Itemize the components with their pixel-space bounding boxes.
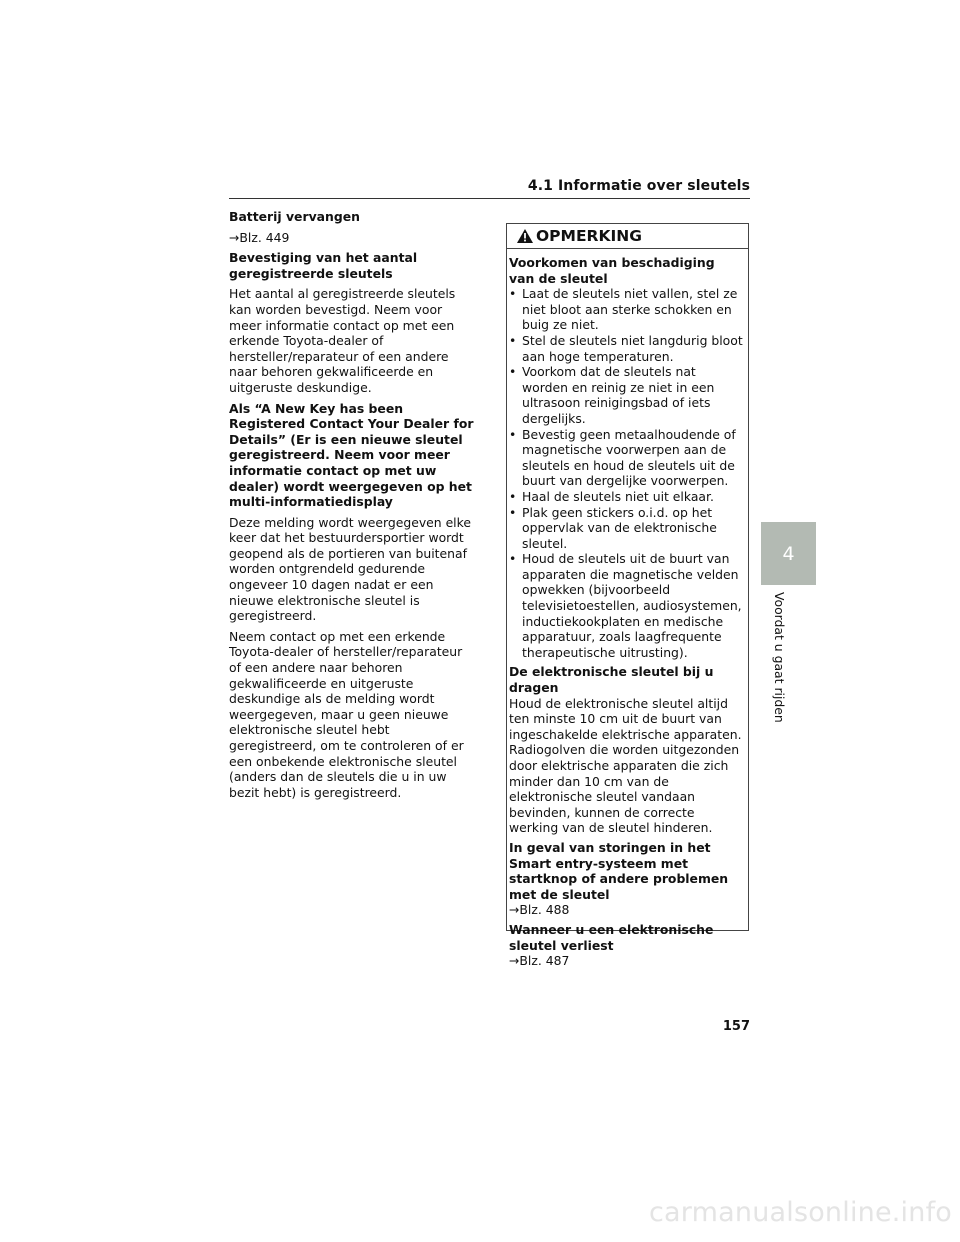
notice-box — [506, 223, 749, 969]
chapter-title: Voordat u gaat rijden — [772, 592, 787, 723]
paragraph-message-info: Deze melding wordt weergegeven elke keer dat het bestuurdersportier wordt geopend als de portieren van buitenaf worden ontgrendeld gedurende ongeveer 10 dagen nadat er een nieuwe elektronische sleutel is geregistreerd. — [229, 514, 471, 624]
heading-new-key-message: Als “A New Key has been Registered Contact Your Dealer for Details” (Er is een nieuwe sleutel geregistreerd. Neem voor meer informatie contact op met uw dealer) wordt weergegeven op het multi-informatiedisplay — [229, 400, 474, 510]
ref-smart-entry: →Blz. 488 — [509, 902, 570, 918]
damage-list — [509, 286, 744, 660]
list-item: • Plak geen stickers o.i.d. op het oppervlak van de elektronische sleutel. — [509, 505, 744, 552]
heading-key-count: Bevestiging van het aantal geregistreerde sleutels — [229, 250, 418, 281]
left-column — [229, 209, 475, 805]
list-item: • Bevestig geen metaalhoudende of magnetische voorwerpen aan de sleutels en houd de sleutels uit de buurt van dergelijke voorwerpen. — [509, 427, 744, 489]
list-item: • Stel de sleutels niet langdurig bloot aan hoge temperaturen. — [509, 333, 744, 364]
heading-carry-key: De elektronische sleutel bij u dragen — [509, 664, 714, 696]
ref-lost-key: →Blz. 487 — [509, 953, 570, 969]
list-item: • Laat de sleutels niet vallen, stel ze niet bloot aan sterke schokken en buig ze niet. — [509, 286, 744, 333]
notice-body — [507, 249, 748, 969]
warning-triangle-icon — [516, 228, 534, 244]
page-number: 157 — [722, 1019, 750, 1034]
heading-battery: Batterij vervangen — [229, 209, 360, 224]
heading-lost-key: Wanneer u een elektronische sleutel verliest — [509, 921, 714, 953]
chapter-tab: 4 — [761, 522, 816, 585]
paragraph-carry-key: Houd de elektronische sleutel altijd ten minste 10 cm uit de buurt van ingeschakelde elektrische apparaten. Radiogolven die worden uitgezonden door elektrische apparaten die zich minder dan 10 cm van de elektronische sleutel vandaan bevinden, kunnen de correcte werking van de sleutel hinderen. — [509, 695, 742, 836]
list-item: • Voorkom dat de sleutels nat worden en reinig ze niet in een ultrasoon reinigingsbad of iets dergelijks. — [509, 364, 744, 426]
ref-battery: →Blz. 449 — [229, 229, 290, 245]
watermark: carmanualsonline.info — [649, 1197, 952, 1228]
heading-smart-entry-malfunction: In geval van storingen in het Smart entry-systeem met startknop of andere problemen met de sleutel — [509, 839, 729, 902]
list-item: • Haal de sleutels niet uit elkaar. — [509, 489, 744, 505]
notice-title: OPMERKING — [536, 227, 642, 245]
paragraph-key-count: Het aantal al geregistreerde sleutels kan worden bevestigd. Neem voor meer informatie contact op met een erkende Toyota-dealer of hersteller/reparateur of een andere naar behoren gekwalificeerde en uitgeruste deskundige. — [229, 286, 456, 395]
section-header: 4.1 Informatie over sleutels — [527, 178, 750, 194]
paragraph-contact-dealer: Neem contact op met een erkende Toyota-dealer of hersteller/reparateur of een andere naar behoren gekwalificeerde en uitgeruste deskundige als de melding wordt weergegeven, maar u geen nieuwe elektronische sleutel hebt geregistreerd, om te controleren of er een onbekende elektronische sleutel (anders dan de sleutels die u in uw bezit hebt) is geregistreerd. — [229, 628, 464, 800]
list-item: • Houd de sleutels uit de buurt van apparaten die magnetische velden opwekken (bijvoorbeeld televisietoestellen, audiosystemen, inductiekookplaten en medische apparatuur, zoals laagfrequente therapeutische uitrusting). — [509, 551, 744, 660]
notice-header — [507, 224, 748, 249]
header-divider — [229, 198, 750, 199]
heading-prevent-damage: Voorkomen van beschadiging van de sleutel — [509, 255, 715, 286]
